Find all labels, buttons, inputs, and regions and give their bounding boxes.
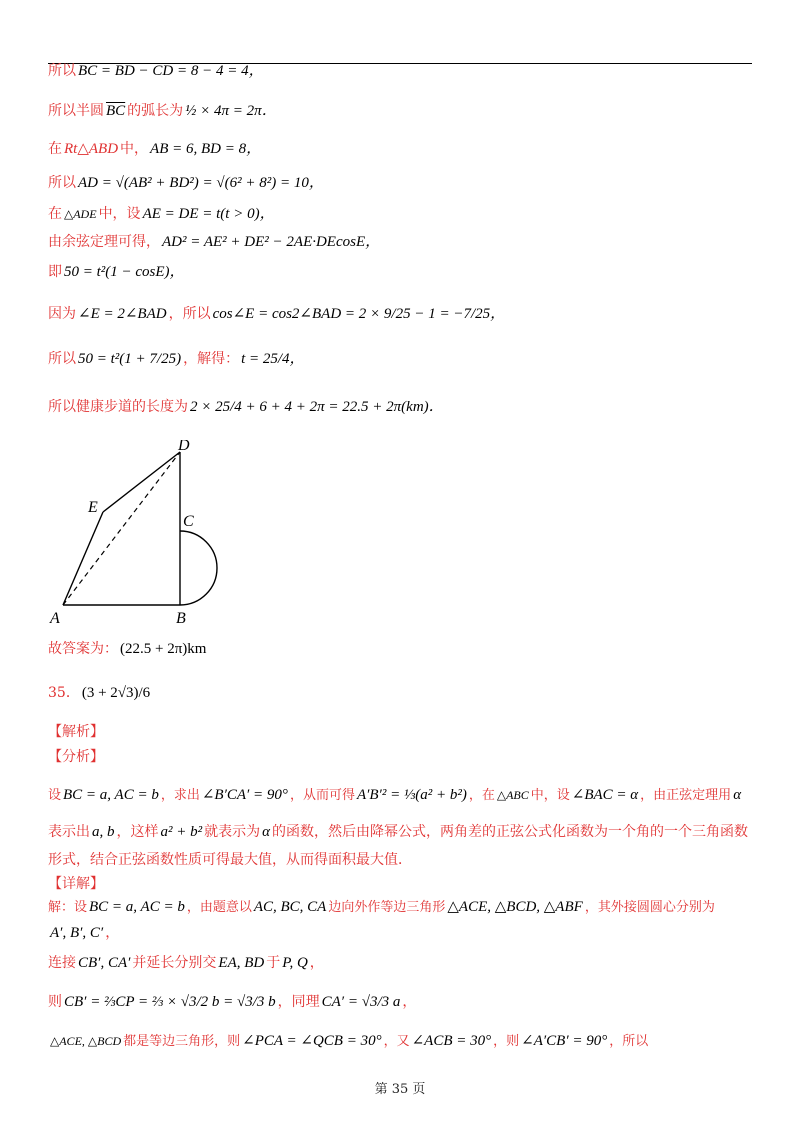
- text: ，: [105, 925, 120, 941]
- text: 所以半圆: [48, 103, 104, 119]
- analysis-line-2: [48, 823, 748, 841]
- text: 解：设: [48, 900, 88, 915]
- text: ，所以: [609, 1034, 649, 1049]
- formula: AC, BC, CA: [253, 899, 327, 915]
- text: 的弧长为: [127, 103, 184, 119]
- formula: 50 = t²(1 − cosE)，: [64, 264, 185, 280]
- formula: CB′ = ⅔CP = ⅔ × √3/2 b = √3/3 b: [64, 994, 276, 1010]
- text: ，由正弦定理用: [640, 788, 732, 803]
- text: 连接: [48, 955, 76, 971]
- text: 则: [48, 994, 62, 1010]
- detail-line-1: [48, 898, 715, 917]
- formula: BC = a, AC = b: [63, 787, 159, 803]
- formula: △ACE, △BCD, △ABF: [447, 899, 583, 915]
- text: 的函数，然后由降幂公式，两角差的正弦公式化函数为一个角的一个三角函数: [272, 824, 748, 840]
- text: ，同理: [277, 994, 320, 1010]
- solution-line-2: [48, 102, 279, 120]
- text: ，又: [383, 1034, 410, 1049]
- text: 在: [48, 141, 62, 157]
- solution-line-3: [48, 140, 263, 158]
- solution-line-5: [48, 205, 277, 223]
- label-b: B: [176, 610, 186, 627]
- text: ，: [309, 955, 324, 971]
- formula: △ADE: [64, 207, 97, 221]
- formula: CB′, CA′: [78, 955, 131, 971]
- formula: ∠E = 2∠BAD: [78, 306, 167, 322]
- solution-line-6: [48, 233, 382, 251]
- formula: t = 25/4，: [241, 351, 305, 367]
- section-jiexi: 【解析】: [48, 724, 104, 740]
- text: ，这样: [116, 824, 159, 840]
- formula: AD² = AE² + DE² − 2AE·DEcosE，: [162, 234, 381, 250]
- text: ，求出: [160, 788, 200, 803]
- text: 就表示为: [204, 824, 261, 840]
- formula: ∠BAC = α: [571, 787, 639, 803]
- formula: ∠PCA = ∠QCB = 30°: [242, 1033, 382, 1049]
- text: 所以: [48, 351, 76, 367]
- segment-ea: [63, 512, 103, 605]
- formula: 2 × 25/4 + 6 + 4 + 2π = 22.5 + 2π(km)．: [190, 399, 444, 415]
- formula: (22.5 + 2π)km: [120, 641, 207, 657]
- formula: EA, BD: [218, 955, 265, 971]
- formula: CA′ = √3/3 a: [321, 994, 401, 1010]
- formula: 50 = t²(1 + 7/25): [78, 351, 182, 367]
- page-number: 第 35 页: [374, 1082, 426, 1097]
- text: ，其外接圆圆心分别为: [584, 900, 715, 915]
- formula: A′, B′, C′: [50, 925, 104, 941]
- text: 所以: [48, 63, 76, 79]
- text: 中，设: [98, 206, 141, 222]
- text: 由余弦定理可得，: [48, 234, 160, 250]
- formula: △ACE, △BCD: [50, 1034, 122, 1048]
- semicircle-bc: [180, 531, 217, 605]
- formula: ∠B′CA′ = 90°: [201, 787, 288, 803]
- text: 所以健康步道的长度为: [48, 399, 188, 415]
- text: ，由题意以: [186, 900, 252, 915]
- formula: AD = √(AB² + BD²) = √(6² + 8²) = 10，: [78, 175, 324, 191]
- detail-line-3: [48, 954, 324, 972]
- label-a: A: [50, 610, 60, 627]
- text: 即: [48, 264, 62, 280]
- formula: ∠ACB = 30°: [411, 1033, 492, 1049]
- text: 设: [48, 788, 62, 803]
- text: 并延长分别交: [132, 955, 217, 971]
- text: 表示出: [48, 824, 90, 840]
- label-e: E: [88, 499, 98, 516]
- formula: $\overline{BC}$: [106, 103, 126, 119]
- text: 中，: [120, 141, 149, 157]
- detail-line-2: [48, 924, 119, 942]
- text: ，从而可得: [289, 788, 355, 803]
- segment-ad-dashed: [63, 452, 180, 605]
- formula: AB = 6, BD = 8，: [150, 141, 262, 157]
- text: 边向外作等边三角形: [328, 900, 446, 915]
- formula: a² + b²: [160, 824, 203, 840]
- question-35-header: [48, 684, 152, 702]
- text: 在: [48, 206, 62, 222]
- formula: ∠A′CB′ = 90°: [521, 1033, 608, 1049]
- solution-line-1: [48, 62, 266, 80]
- formula: ½ × 4π = 2π．: [185, 103, 277, 119]
- solution-line-4: [48, 174, 326, 192]
- analysis-line-3: 形式，结合正弦函数性质可得最大值，从而得面积最大值．: [48, 852, 412, 868]
- formula: P, Q: [282, 955, 308, 971]
- formula: △ABC: [496, 788, 529, 802]
- text: 故答案为：: [48, 641, 118, 657]
- formula: A′B′² = ⅓(a² + b²): [356, 787, 467, 803]
- detail-line-5: [48, 1032, 648, 1051]
- section-xiangjie: 【详解】: [48, 876, 104, 892]
- analysis-line-1: [48, 786, 743, 805]
- text: ，解得：: [183, 351, 240, 367]
- text: ，所以: [168, 306, 211, 322]
- label-c: C: [183, 513, 194, 530]
- text: 于: [266, 955, 281, 971]
- text: ，在: [468, 788, 495, 803]
- answer-line: [48, 640, 208, 658]
- text: 中，设: [530, 788, 570, 803]
- text: 所以: [48, 175, 76, 191]
- solution-line-10: [48, 398, 446, 416]
- formula: α: [262, 824, 270, 840]
- formula: Rt△ABD: [64, 141, 119, 157]
- solution-line-7: [48, 263, 187, 281]
- question-number: 35．: [48, 685, 80, 701]
- formula: α: [733, 787, 742, 803]
- detail-line-4: [48, 993, 416, 1011]
- text: 都是等边三角形，则: [123, 1034, 241, 1049]
- geometry-figure: [40, 440, 260, 635]
- text: 因为: [48, 306, 76, 322]
- formula: BC = BD − CD = 8 − 4 = 4，: [78, 63, 264, 79]
- solution-line-8: [48, 305, 507, 323]
- formula: a, b: [92, 824, 115, 840]
- text: ，则: [493, 1034, 520, 1049]
- formula: AE = DE = t(t > 0)，: [142, 206, 275, 222]
- solution-line-9: [48, 350, 307, 368]
- formula: BC = a, AC = b: [89, 899, 185, 915]
- formula: (3 + 2√3)/6: [81, 685, 151, 701]
- label-d: D: [178, 440, 190, 454]
- text: ，: [402, 994, 417, 1010]
- formula: cos∠E = cos2∠BAD = 2 × 9/25 − 1 = −7/25，: [212, 306, 506, 322]
- section-fenxi: 【分析】: [48, 749, 104, 765]
